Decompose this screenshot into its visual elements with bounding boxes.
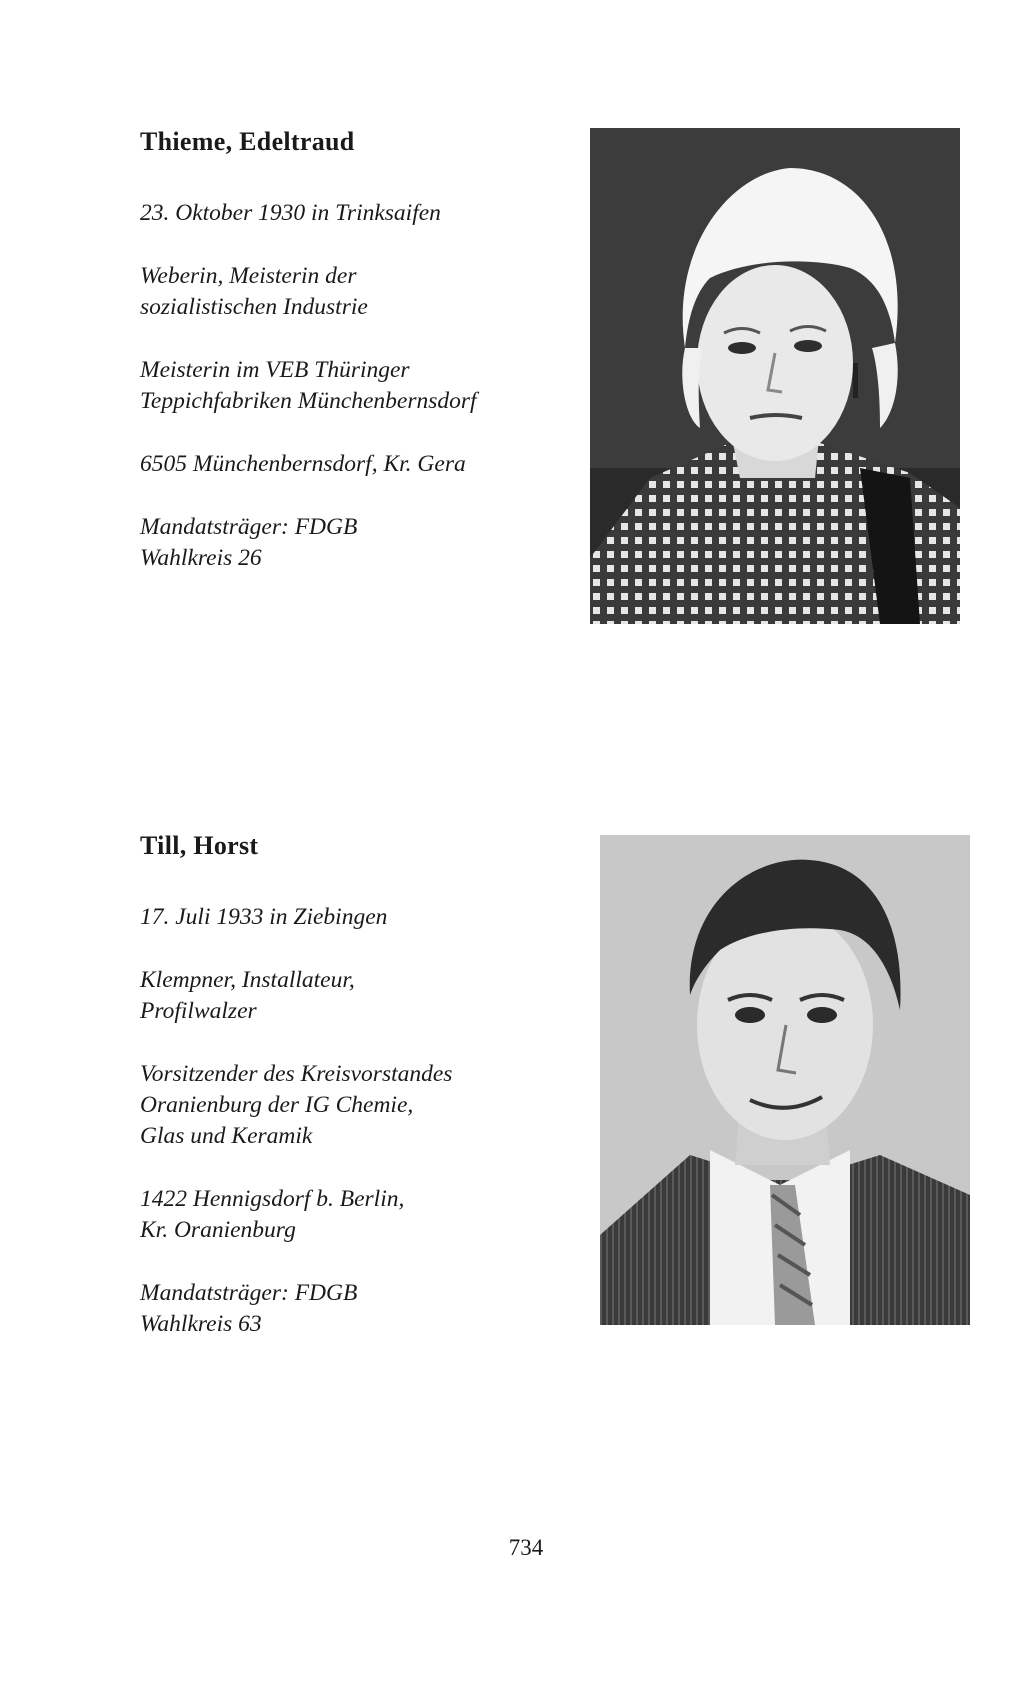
occupation-line: Profilwalzer bbox=[140, 998, 257, 1024]
position-line: Glas und Keramik bbox=[140, 1123, 313, 1149]
entry-till bbox=[140, 830, 560, 1372]
position-line: Oranienburg der IG Chemie, bbox=[140, 1092, 414, 1118]
occupation-line: Klempner, Installateur, bbox=[140, 967, 355, 993]
constituency-line: Wahlkreis 63 bbox=[140, 1311, 262, 1337]
address-line: 1422 Hennigsdorf b. Berlin, bbox=[140, 1186, 405, 1212]
mandate-line: Mandatsträger: FDGB bbox=[140, 1280, 358, 1306]
entry-name: Thieme, Edeltraud bbox=[140, 127, 355, 156]
entry-position bbox=[140, 355, 560, 417]
entry-occupation bbox=[140, 261, 560, 323]
address-line: Kr. Oranienburg bbox=[140, 1217, 296, 1243]
entry-mandate bbox=[140, 512, 560, 574]
birth-line: 17. Juli 1933 in Ziebingen bbox=[140, 904, 388, 930]
entry-occupation bbox=[140, 965, 560, 1027]
occupation-line: Weberin, Meisterin der bbox=[140, 263, 357, 289]
page-number: 734 bbox=[508, 1535, 544, 1560]
entry-name: Till, Horst bbox=[140, 831, 259, 860]
entry-mandate bbox=[140, 1278, 560, 1340]
position-line: Teppichfabriken Münchenbernsdorf bbox=[140, 388, 477, 414]
position-line: Meisterin im VEB Thüringer bbox=[140, 357, 410, 383]
entry-address bbox=[140, 1184, 560, 1246]
entry-position bbox=[140, 1059, 560, 1152]
entry-thieme bbox=[140, 126, 560, 606]
occupation-line: sozialistischen Industrie bbox=[140, 294, 368, 320]
portrait-man-drawing bbox=[600, 835, 970, 1325]
birth-line: 23. Oktober 1930 in Trinksaifen bbox=[140, 200, 441, 226]
entry-birth bbox=[140, 902, 560, 933]
entry-birth bbox=[140, 198, 560, 229]
mandate-line: Mandatsträger: FDGB bbox=[140, 514, 358, 540]
portrait-photo-man bbox=[600, 835, 970, 1325]
entry-address bbox=[140, 449, 560, 480]
position-line: Vorsitzender des Kreisvorstandes bbox=[140, 1061, 453, 1087]
portrait-photo-woman bbox=[590, 128, 960, 624]
portrait-woman-drawing bbox=[590, 128, 960, 624]
address-line: 6505 Münchenbernsdorf, Kr. Gera bbox=[140, 451, 466, 477]
constituency-line: Wahlkreis 26 bbox=[140, 545, 262, 571]
